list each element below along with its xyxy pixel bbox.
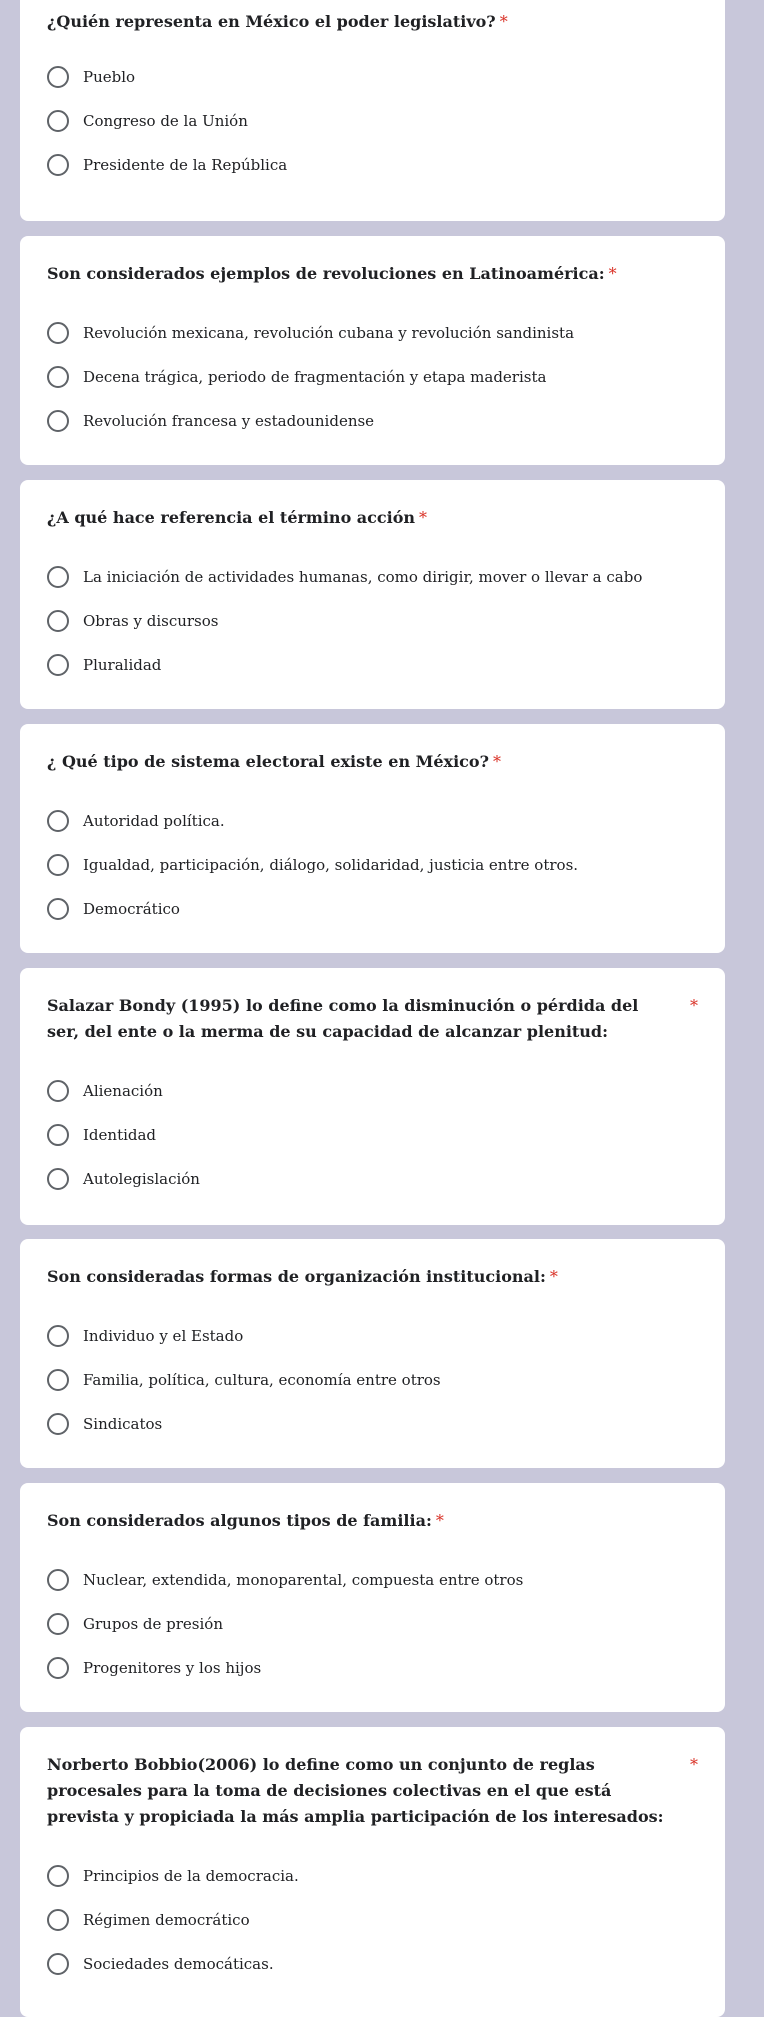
- radio-option[interactable]: Individuo y el Estado: [47, 1314, 441, 1358]
- radio-button[interactable]: [47, 1369, 69, 1391]
- radio-option[interactable]: Progenitores y los hijos: [47, 1646, 523, 1690]
- question-card: [20, 0, 725, 221]
- radio-option[interactable]: Principios de la democracia.: [47, 1854, 299, 1898]
- options-list: [47, 1069, 200, 1201]
- radio-button[interactable]: [47, 1909, 69, 1931]
- radio-option[interactable]: Alienación: [47, 1069, 200, 1113]
- radio-option[interactable]: Nuclear, extendida, monoparental, compuesta entre otros: [47, 1558, 523, 1602]
- radio-button[interactable]: [47, 366, 69, 388]
- question-card: [20, 1727, 725, 2017]
- radio-button[interactable]: [47, 1325, 69, 1347]
- radio-button[interactable]: [47, 566, 69, 588]
- radio-button[interactable]: [47, 410, 69, 432]
- required-asterisk: *: [499, 12, 508, 31]
- radio-option[interactable]: Revolución mexicana, revolución cubana y revolución sandinista: [47, 311, 574, 355]
- radio-button[interactable]: [47, 810, 69, 832]
- radio-button[interactable]: [47, 1168, 69, 1190]
- question-card: [20, 968, 725, 1225]
- radio-button[interactable]: [47, 854, 69, 876]
- question-card: [20, 236, 725, 465]
- radio-button[interactable]: [47, 1080, 69, 1102]
- question-card: [20, 1483, 725, 1712]
- radio-option[interactable]: Familia, política, cultura, economía entre otros: [47, 1358, 441, 1402]
- required-asterisk: *: [492, 752, 501, 771]
- radio-button[interactable]: [47, 322, 69, 344]
- options-list: [47, 555, 642, 687]
- required-asterisk: *: [690, 1755, 698, 1774]
- radio-button[interactable]: [47, 154, 69, 176]
- radio-option[interactable]: Congreso de la Unión: [47, 99, 287, 143]
- radio-button[interactable]: [47, 1124, 69, 1146]
- question-title: Son consideradas formas de organización institucional: *: [47, 1267, 558, 1286]
- radio-button[interactable]: [47, 610, 69, 632]
- radio-button[interactable]: [47, 654, 69, 676]
- radio-option[interactable]: Autoridad política.: [47, 799, 578, 843]
- question-title: Son considerados ejemplos de revoluciones en Latinoamérica: *: [47, 264, 617, 283]
- question-title: ¿A qué hace referencia el término acción *: [47, 508, 428, 527]
- radio-option[interactable]: Grupos de presión: [47, 1602, 523, 1646]
- question-card: [20, 724, 725, 953]
- radio-option[interactable]: Igualdad, participación, diálogo, solidaridad, justicia entre otros.: [47, 843, 578, 887]
- options-list: [47, 799, 578, 931]
- radio-button[interactable]: [47, 66, 69, 88]
- required-asterisk: *: [419, 508, 428, 527]
- question-title: Son considerados algunos tipos de familia: *: [47, 1511, 444, 1530]
- question-title: Norberto Bobbio(2006) lo define como un conjunto de reglas procesales para la toma de decisiones colectivas en el que está prevista y propiciada la más amplia participación de los interesados: *: [47, 1752, 698, 1830]
- radio-option[interactable]: Sociedades democáticas.: [47, 1942, 299, 1986]
- radio-button[interactable]: [47, 1413, 69, 1435]
- radio-button[interactable]: [47, 1953, 69, 1975]
- options-list: [47, 1558, 523, 1690]
- required-asterisk: *: [549, 1267, 558, 1286]
- radio-button[interactable]: [47, 110, 69, 132]
- radio-option[interactable]: Revolución francesa y estadounidense: [47, 399, 574, 443]
- radio-option[interactable]: Democrático: [47, 887, 578, 931]
- radio-option[interactable]: Pueblo: [47, 55, 287, 99]
- question-card: [20, 1239, 725, 1468]
- radio-button[interactable]: [47, 898, 69, 920]
- question-title: ¿ Qué tipo de sistema electoral existe en México? *: [47, 752, 501, 771]
- options-list: [47, 55, 287, 187]
- radio-option[interactable]: Identidad: [47, 1113, 200, 1157]
- radio-option[interactable]: La iniciación de actividades humanas, como dirigir, mover o llevar a cabo: [47, 555, 642, 599]
- options-list: [47, 311, 574, 443]
- required-asterisk: *: [435, 1511, 444, 1530]
- question-card: [20, 480, 725, 709]
- radio-option[interactable]: Pluralidad: [47, 643, 642, 687]
- radio-option[interactable]: Autolegislación: [47, 1157, 200, 1201]
- radio-button[interactable]: [47, 1569, 69, 1591]
- required-asterisk: *: [690, 996, 698, 1015]
- radio-option[interactable]: Presidente de la República: [47, 143, 287, 187]
- radio-option[interactable]: Decena trágica, periodo de fragmentación y etapa maderista: [47, 355, 574, 399]
- radio-option[interactable]: Sindicatos: [47, 1402, 441, 1446]
- options-list: [47, 1314, 441, 1446]
- radio-button[interactable]: [47, 1613, 69, 1635]
- question-title: Salazar Bondy (1995) lo define como la disminución o pérdida del ser, del ente o la merma de su capacidad de alcanzar plenitud: *: [47, 993, 698, 1045]
- radio-option[interactable]: Régimen democrático: [47, 1898, 299, 1942]
- options-list: [47, 1854, 299, 1986]
- radio-button[interactable]: [47, 1865, 69, 1887]
- radio-option[interactable]: Obras y discursos: [47, 599, 642, 643]
- required-asterisk: *: [608, 264, 617, 283]
- radio-button[interactable]: [47, 1657, 69, 1679]
- question-title: ¿Quién representa en México el poder legislativo? *: [47, 12, 508, 31]
